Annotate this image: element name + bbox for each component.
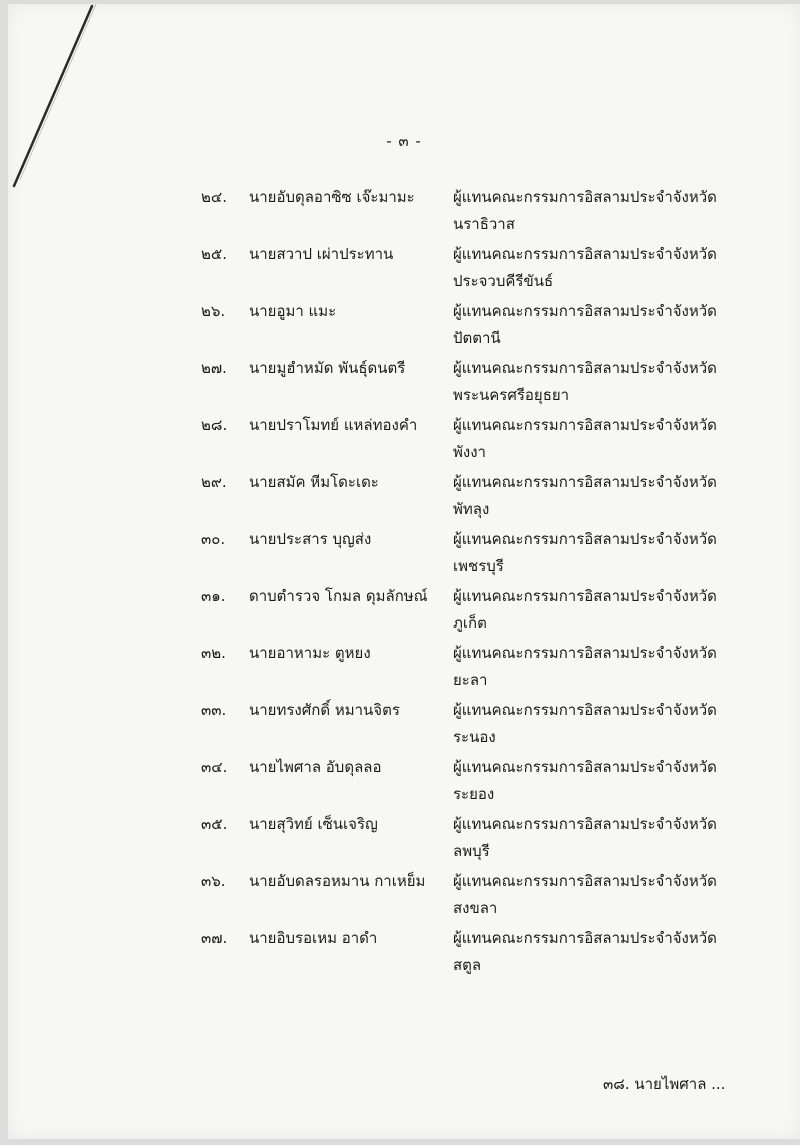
member-role bbox=[453, 754, 783, 808]
role-title: ผู้แทนคณะกรรมการอิสลามประจำจังหวัด bbox=[453, 701, 717, 719]
role-province: ลพบุรี bbox=[453, 842, 490, 860]
member-role bbox=[453, 184, 783, 238]
list-item bbox=[8, 868, 800, 925]
list-item bbox=[8, 412, 800, 469]
page-fold-line bbox=[8, 4, 800, 204]
member-role bbox=[453, 925, 783, 979]
role-title: ผู้แทนคณะกรรมการอิสลามประจำจังหวัด bbox=[453, 188, 717, 206]
list-item bbox=[8, 526, 800, 583]
member-role bbox=[453, 355, 783, 409]
member-role bbox=[453, 811, 783, 865]
role-province: นราธิวาส bbox=[453, 215, 515, 233]
role-title: ผู้แทนคณะกรรมการอิสลามประจำจังหวัด bbox=[453, 815, 717, 833]
member-role bbox=[453, 640, 783, 694]
member-role bbox=[453, 298, 783, 352]
member-role bbox=[453, 583, 783, 637]
item-number: ๒๕. bbox=[201, 245, 228, 263]
role-title: ผู้แทนคณะกรรมการอิสลามประจำจังหวัด bbox=[453, 644, 717, 662]
member-name: นายไพศาล อับดุลลอ bbox=[249, 758, 382, 776]
continuation-note: ๓๘. นายไพศาล ... bbox=[603, 1075, 726, 1093]
member-role bbox=[453, 412, 783, 466]
item-number: ๓๖. bbox=[201, 872, 226, 890]
member-name: นายสุวิทย์ เซ็นเจริญ bbox=[249, 815, 378, 833]
item-number: ๓๕. bbox=[201, 815, 228, 833]
item-number: ๓๔. bbox=[201, 758, 228, 776]
role-province: พระนครศรีอยุธยา bbox=[453, 386, 570, 404]
member-role bbox=[453, 526, 783, 580]
role-title: ผู้แทนคณะกรรมการอิสลามประจำจังหวัด bbox=[453, 473, 717, 491]
member-name: นายมูฮำหมัด พันธุ์ดนตรี bbox=[249, 359, 406, 377]
role-title: ผู้แทนคณะกรรมการอิสลามประจำจังหวัด bbox=[453, 359, 717, 377]
item-number: ๒๙. bbox=[201, 473, 227, 491]
member-role bbox=[453, 469, 783, 523]
role-province: ประจวบคีรีขันธ์ bbox=[453, 272, 554, 290]
item-number: ๒๔. bbox=[201, 188, 228, 206]
role-title: ผู้แทนคณะกรรมการอิสลามประจำจังหวัด bbox=[453, 302, 717, 320]
item-number: ๒๘. bbox=[201, 416, 228, 434]
role-province: ยะลา bbox=[453, 671, 488, 689]
role-province: ระนอง bbox=[453, 728, 496, 746]
role-title: ผู้แทนคณะกรรมการอิสลามประจำจังหวัด bbox=[453, 872, 717, 890]
member-name: นายสวาป เผ่าประทาน bbox=[249, 245, 394, 263]
member-role bbox=[453, 697, 783, 751]
item-number: ๓๒. bbox=[201, 644, 226, 662]
document-page bbox=[8, 4, 800, 1139]
member-name: นายอับดุลอาซิซ เจ๊ะมามะ bbox=[249, 188, 415, 206]
item-number: ๓๓. bbox=[201, 701, 227, 719]
item-number: ๓๑. bbox=[201, 587, 226, 605]
list-item bbox=[8, 811, 800, 868]
list-item bbox=[8, 754, 800, 811]
role-province: สตูล bbox=[453, 956, 482, 974]
list-item bbox=[8, 697, 800, 754]
role-title: ผู้แทนคณะกรรมการอิสลามประจำจังหวัด bbox=[453, 929, 717, 947]
role-province: เพชรบุรี bbox=[453, 557, 504, 575]
member-list bbox=[8, 184, 800, 982]
list-item bbox=[8, 469, 800, 526]
page-number: - ๓ - bbox=[386, 132, 422, 150]
member-name: นายอับดลรอหมาน กาเหย็ม bbox=[249, 872, 426, 890]
member-name: นายอาหามะ ตูหยง bbox=[249, 644, 371, 662]
member-name: นายทรงศักดิ์ หมานจิตร bbox=[249, 701, 400, 719]
list-item bbox=[8, 298, 800, 355]
member-name: นายอูมา แมะ bbox=[249, 302, 337, 320]
item-number: ๒๗. bbox=[201, 359, 227, 377]
role-title: ผู้แทนคณะกรรมการอิสลามประจำจังหวัด bbox=[453, 245, 717, 263]
role-province: ปัตตานี bbox=[453, 329, 501, 347]
item-number: ๓๐. bbox=[201, 530, 226, 548]
member-name: นายประสาร บุญส่ง bbox=[249, 530, 372, 548]
role-province: พังงา bbox=[453, 443, 486, 461]
role-province: ภูเก็ต bbox=[453, 614, 487, 632]
item-number: ๒๖. bbox=[201, 302, 226, 320]
role-province: พัทลุง bbox=[453, 500, 490, 518]
member-role bbox=[453, 868, 783, 922]
member-name: นายอิบรอเหม อาดำ bbox=[249, 929, 378, 947]
role-title: ผู้แทนคณะกรรมการอิสลามประจำจังหวัด bbox=[453, 530, 717, 548]
item-number: ๓๗. bbox=[201, 929, 228, 947]
list-item bbox=[8, 355, 800, 412]
list-item bbox=[8, 640, 800, 697]
member-role bbox=[453, 241, 783, 295]
member-name: นายปราโมทย์ แหล่ทองคำ bbox=[249, 416, 418, 434]
role-province: สงขลา bbox=[453, 899, 498, 917]
role-province: ระยอง bbox=[453, 785, 495, 803]
list-item bbox=[8, 184, 800, 241]
role-title: ผู้แทนคณะกรรมการอิสลามประจำจังหวัด bbox=[453, 587, 717, 605]
list-item bbox=[8, 241, 800, 298]
member-name: ดาบตำรวจ โกมล ดุมลักษณ์ bbox=[249, 587, 428, 605]
list-item bbox=[8, 583, 800, 640]
role-title: ผู้แทนคณะกรรมการอิสลามประจำจังหวัด bbox=[453, 758, 717, 776]
list-item bbox=[8, 925, 800, 982]
role-title: ผู้แทนคณะกรรมการอิสลามประจำจังหวัด bbox=[453, 416, 717, 434]
member-name: นายสมัค หีมโดะเดะ bbox=[249, 473, 379, 491]
